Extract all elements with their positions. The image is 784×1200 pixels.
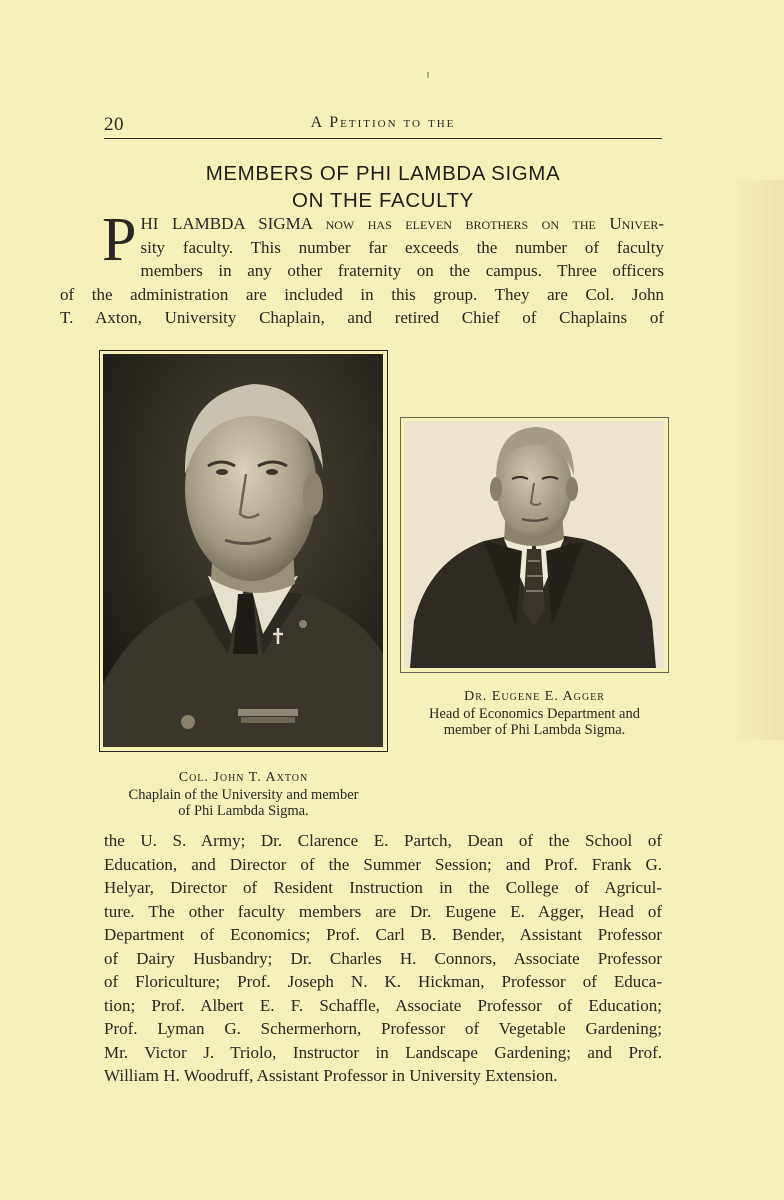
print-mark	[427, 72, 429, 78]
body-line: tion; Prof. Albert E. F. Schaffle, Associate Professor of Education;	[104, 995, 662, 1015]
intro-line: T. Axton, University Chaplain, and retired Chief of Chaplains of	[60, 308, 664, 327]
caption-agger-line: member of Phi Lambda Sigma.	[443, 722, 626, 738]
portrait-photo-agger	[400, 417, 669, 673]
body-line: William H. Woodruff, Assistant Professor in University Extension.	[104, 1066, 558, 1085]
body-line: Helyar, Director of Resident Instruction in the College of Agricul-	[104, 878, 662, 897]
caption-axton-name: Col. John T. Axton	[178, 770, 309, 785]
caption-axton-line: Chaplain of the University and member	[128, 786, 359, 803]
portrait-agger-image	[404, 421, 664, 668]
intro-line: sity faculty. This number far exceeds the number of faculty	[140, 237, 664, 257]
body-line: Prof. Lyman G. Schermerhorn, Professor of Vegetable Gardening;	[104, 1019, 662, 1038]
body-line: of Dairy Husbandry; Dr. Charles H. Connors, Associate Professor	[104, 948, 662, 968]
intro-paragraph	[60, 206, 664, 330]
drop-cap: P	[102, 206, 137, 274]
portrait-photo-axton	[99, 350, 388, 752]
page-title	[104, 160, 662, 214]
running-head	[104, 112, 662, 139]
page-edge-shadow	[732, 180, 784, 740]
intro-line: members in any other fraternity on the campus. Three officers	[140, 261, 664, 280]
body-line: ture. The other faculty members are Dr. Eugene E. Agger, Head of	[104, 901, 662, 921]
intro-line: HI LAMBDA SIGMA now has eleven brothers on the Univer-	[140, 214, 664, 233]
caption-axton	[99, 770, 388, 820]
body-line: Mr. Victor J. Triolo, Instructor in Landscape Gardening; and Prof.	[104, 1042, 662, 1062]
body-line: the U. S. Army; Dr. Clarence E. Partch, Dean of the School of	[104, 831, 662, 850]
page-title-line-2: ON THE FACULTY	[292, 189, 474, 212]
body-paragraph	[104, 829, 662, 1088]
caption-agger-line: Head of Economics Department and	[429, 705, 640, 722]
page-title-line-1: MEMBERS OF PHI LAMBDA SIGMA	[205, 162, 561, 185]
caption-agger	[400, 689, 669, 739]
caption-agger-name: Dr. Eugene E. Agger	[464, 689, 605, 704]
body-line: Education, and Director of the Summer Session; and Prof. Frank G.	[104, 854, 662, 874]
running-title: A Petition to the	[310, 114, 456, 131]
intro-line: of the administration are included in this group. They are Col. John	[60, 284, 664, 304]
portrait-axton-image	[103, 354, 383, 747]
caption-axton-line: of Phi Lambda Sigma.	[178, 803, 309, 819]
page-number: 20	[104, 114, 124, 135]
body-line: Department of Economics; Prof. Carl B. Bender, Assistant Professor	[104, 925, 662, 944]
body-line: of Floriculture; Prof. Joseph N. K. Hickman, Professor of Educa-	[104, 972, 662, 991]
